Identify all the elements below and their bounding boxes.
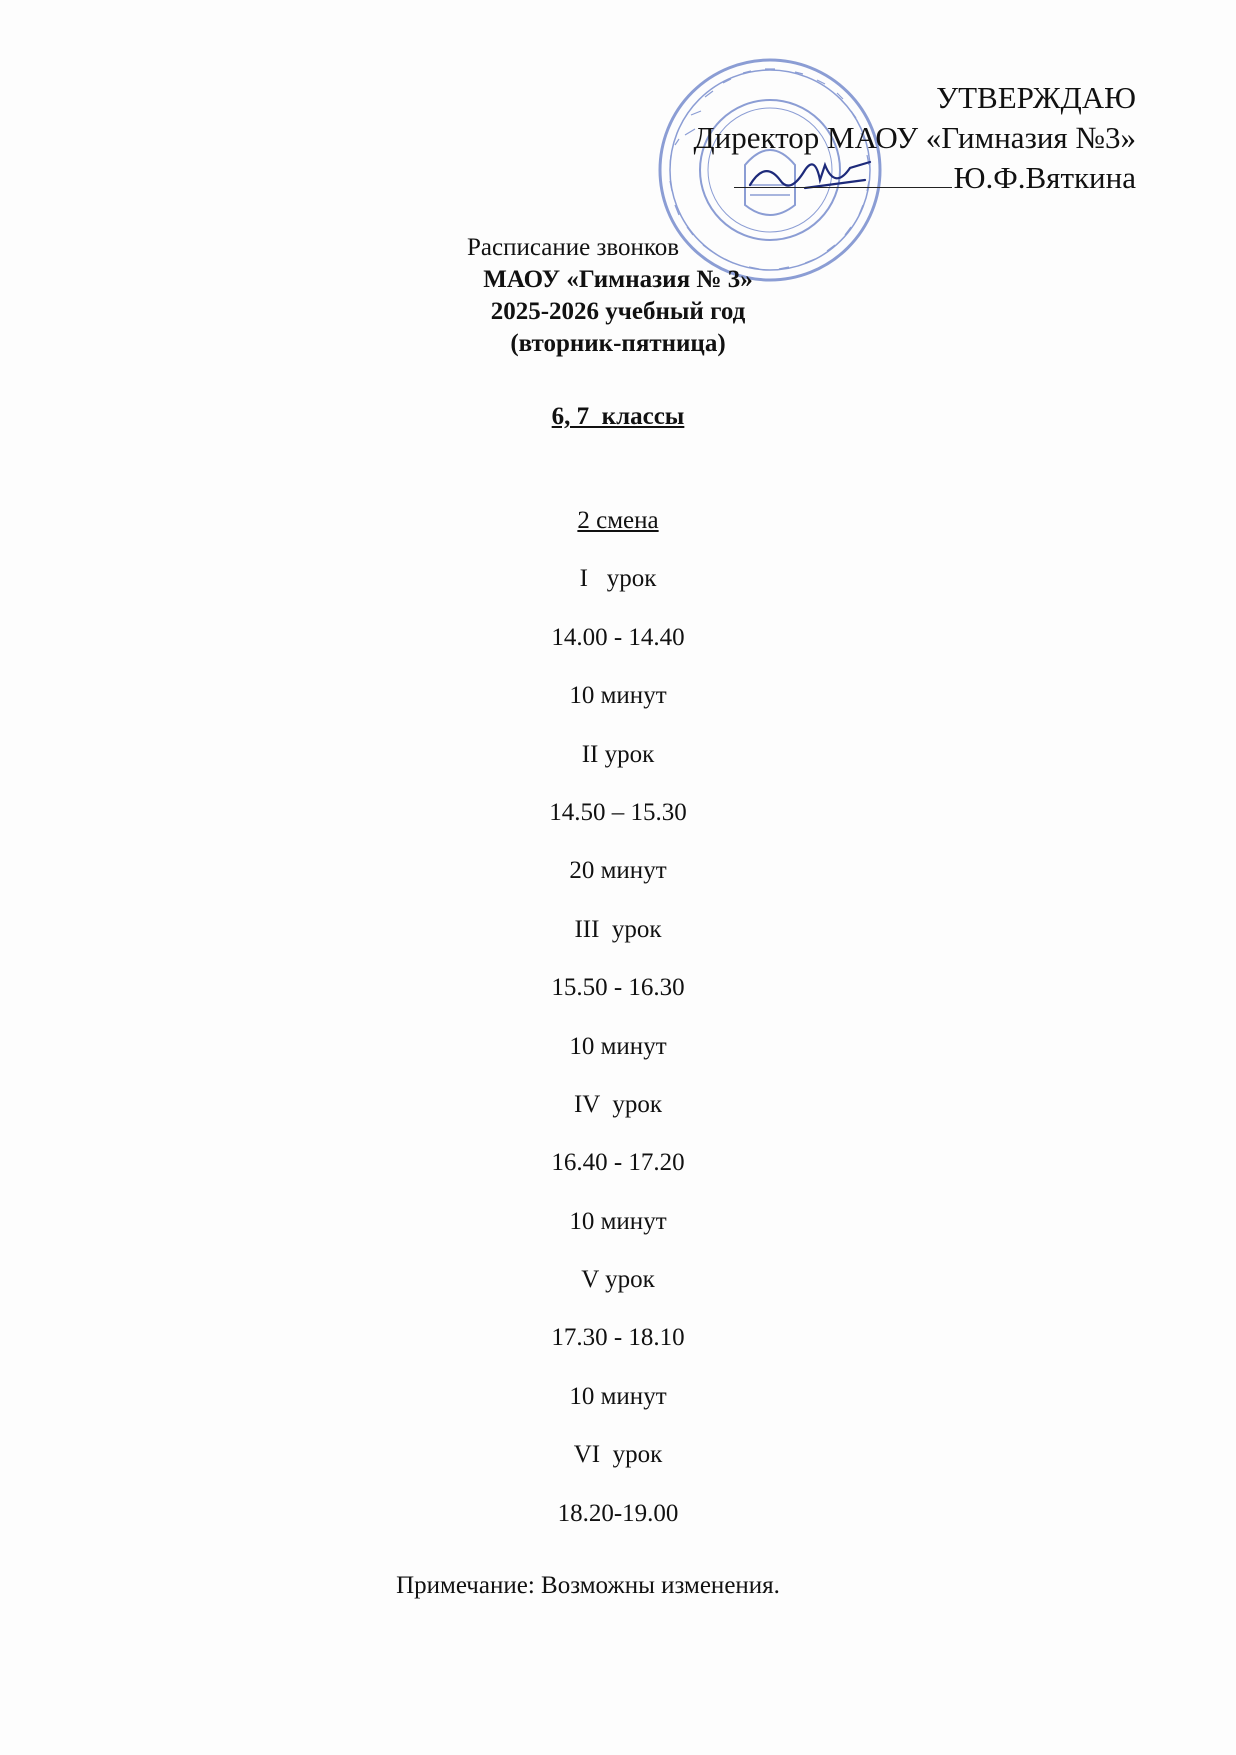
schedule-row: 10 минут xyxy=(569,1032,667,1060)
schedule-row: VI урок xyxy=(573,1441,663,1469)
bell-schedule xyxy=(0,504,1236,1555)
schedule-row: 10 минут xyxy=(569,1382,667,1410)
schedule-row: 18.20-19.00 xyxy=(557,1499,679,1527)
signature-line xyxy=(734,159,952,188)
schedule-row: 20 минут xyxy=(569,857,667,885)
shift-label: 2 смена xyxy=(577,507,659,534)
document-title: Расписание звонков xyxy=(466,234,680,261)
schedule-row: 17.30 - 18.10 xyxy=(551,1324,685,1352)
schedule-row: 10 минут xyxy=(569,1207,667,1235)
school-name: МАОУ «Гимназия № 3» xyxy=(483,266,753,293)
classes-heading: 6, 7 классы xyxy=(551,403,685,430)
schedule-row: V урок xyxy=(581,1266,655,1294)
schedule-row: II урок xyxy=(581,740,655,768)
document-titles xyxy=(0,232,1236,360)
approval-heading: УТВЕРЖДАЮ xyxy=(936,80,1136,115)
schedule-row: IV урок xyxy=(573,1090,663,1118)
approval-block xyxy=(693,78,1136,198)
schedule-row: III урок xyxy=(574,915,662,943)
schedule-row: 14.50 – 15.30 xyxy=(549,798,687,826)
approval-name: Ю.Ф.Вяткина xyxy=(953,160,1136,195)
schedule-row: 15.50 - 16.30 xyxy=(551,974,685,1002)
schedule-row: 16.40 - 17.20 xyxy=(551,1149,685,1177)
academic-year: 2025-2026 учебный год xyxy=(490,298,746,325)
note-text: Примечание: Возможны изменения. xyxy=(396,1572,780,1599)
approval-position: Директор МАОУ «Гимназия №3» xyxy=(693,120,1136,155)
days-range: (вторник-пятница) xyxy=(510,330,726,357)
schedule-row: 10 минут xyxy=(569,682,667,710)
schedule-row: I урок xyxy=(579,565,657,593)
approval-signature-row xyxy=(693,158,1136,198)
schedule-row: 14.00 - 14.40 xyxy=(551,623,685,651)
